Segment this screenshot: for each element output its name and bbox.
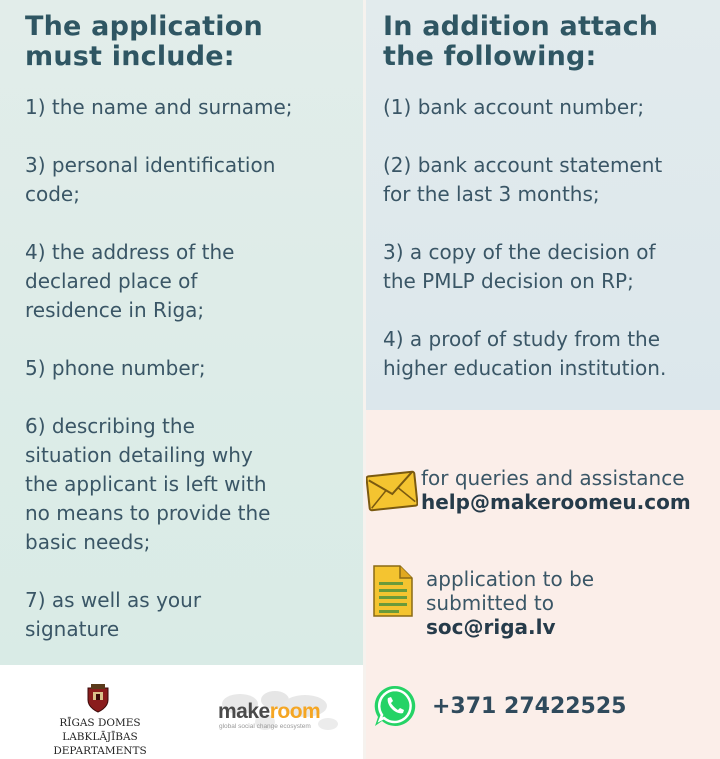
heading-line: must include:	[25, 41, 235, 72]
item-line: (1) bank account number;	[383, 95, 645, 119]
makeroom-logo	[210, 680, 350, 750]
envelope-icon	[366, 470, 418, 512]
riga-logo-line: RĪGAS DOMES	[59, 717, 141, 729]
item-line: 3) personal identification	[25, 153, 276, 177]
heading-line: the following:	[383, 41, 597, 72]
item-line: 7) as well as your	[25, 588, 202, 612]
riga-department-logo-text	[20, 716, 180, 758]
item-line: 4) the address of the	[25, 240, 235, 264]
item-line: situation detailing why	[25, 443, 253, 467]
document-icon	[370, 562, 416, 620]
requirement-item	[25, 93, 355, 122]
item-line: higher education institution.	[383, 356, 667, 380]
item-line: residence in Riga;	[25, 298, 205, 322]
heading-line: In addition attach	[383, 11, 659, 42]
item-line: code;	[25, 182, 80, 206]
item-line: for the last 3 months;	[383, 182, 600, 206]
application-email-link[interactable]: soc@riga.lv	[426, 615, 556, 639]
heading-line: The application	[25, 11, 263, 42]
requirement-item	[25, 354, 355, 383]
attachment-item	[383, 151, 713, 209]
item-line: signature	[25, 617, 120, 641]
item-line: the PMLP decision on RP;	[383, 269, 634, 293]
makeroom-make: make	[218, 700, 270, 723]
phone-number[interactable]: +371 27422525	[432, 694, 627, 719]
application-label: application to be	[426, 567, 595, 591]
attachments-heading	[383, 12, 703, 72]
makeroom-room: room	[269, 700, 321, 723]
requirements-heading	[25, 12, 345, 72]
item-line: (2) bank account statement	[383, 153, 663, 177]
item-line: 4) a proof of study from the	[383, 327, 661, 351]
queries-contact	[421, 466, 691, 514]
requirement-item	[25, 151, 355, 209]
item-line: declared place of	[25, 269, 198, 293]
item-line: 5) phone number;	[25, 356, 206, 380]
riga-coat-of-arms-icon	[84, 682, 112, 714]
riga-logo-line: LABKLĀJĪBAS DEPARTAMENTS	[53, 731, 147, 757]
attachment-item	[383, 238, 713, 296]
item-line: the applicant is left with	[25, 472, 267, 496]
application-contact	[426, 567, 594, 639]
item-line: 3) a copy of the decision of	[383, 240, 656, 264]
item-line: 6) describing the	[25, 414, 195, 438]
queries-email-link[interactable]: help@makeroomeu.com	[421, 490, 691, 514]
requirement-item	[25, 586, 355, 644]
makeroom-tagline: global social change ecosystem	[219, 723, 311, 730]
queries-label: for queries and assistance	[421, 466, 685, 490]
item-line: basic needs;	[25, 530, 151, 554]
whatsapp-icon	[372, 683, 418, 729]
attachment-item	[383, 93, 713, 122]
item-line: no means to provide the	[25, 501, 271, 525]
makeroom-wordmark	[218, 700, 320, 724]
item-line: 1) the name and surname;	[25, 95, 293, 119]
application-label: submitted to	[426, 591, 554, 615]
requirement-item	[25, 238, 355, 325]
requirement-item	[25, 412, 355, 557]
attachment-item	[383, 325, 713, 383]
